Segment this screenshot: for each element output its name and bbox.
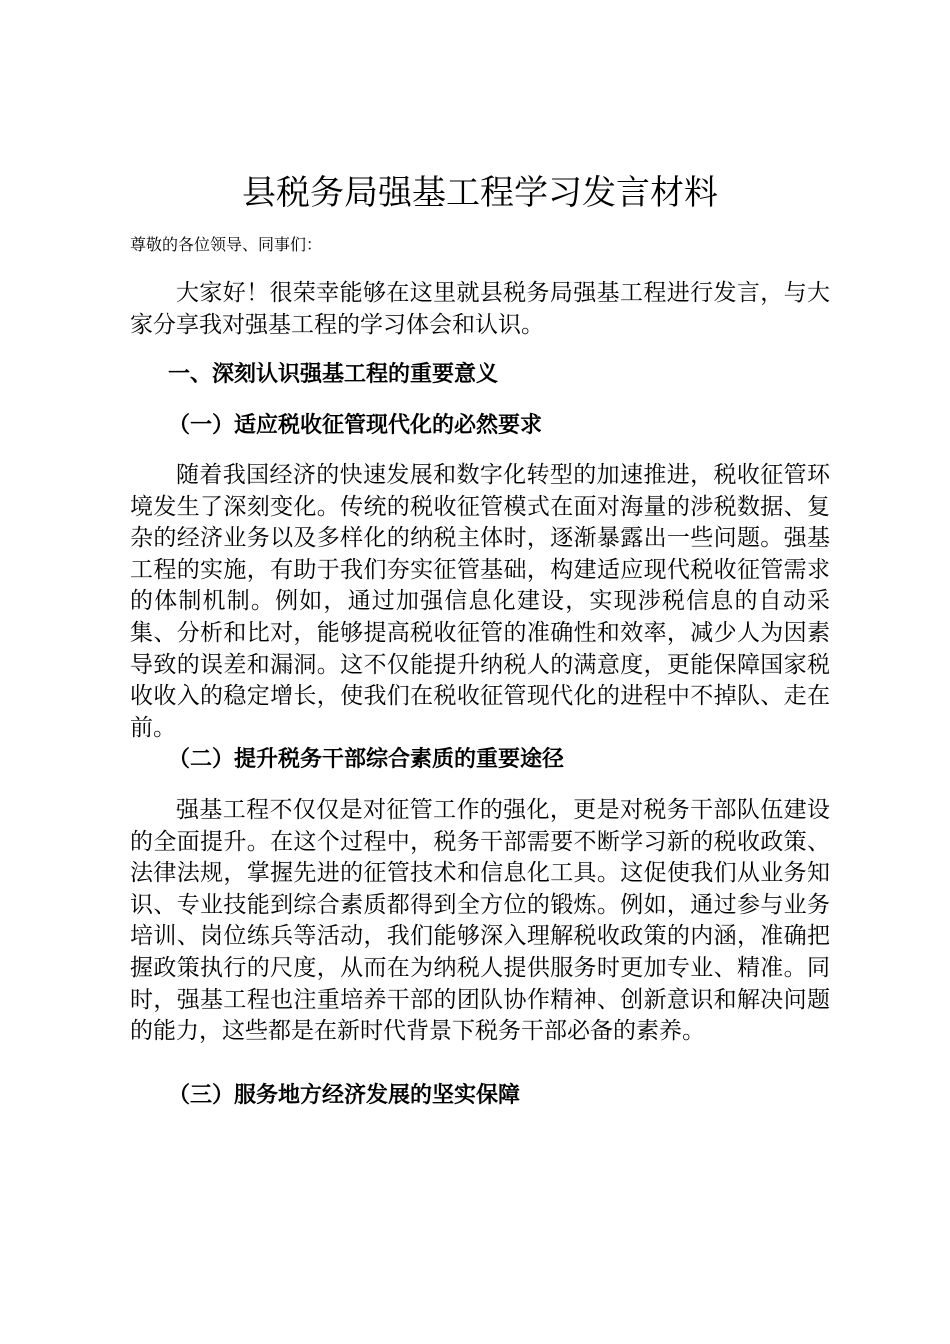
subsection-body-1: 随着我国经济的快速发展和数字化转型的加速推进，税收征管环境发生了深刻变化。传统的税收征管模式在面对海量的涉税数据、复杂的经济业务以及多样化的纳税主体时，逐渐暴露出一些问题。强基工程的实施，有助于我们夯实征管基础，构建适应现代税收征管需求的体制机制。例如，通过加强信息化建设，实现涉税信息的自动采集、分析和比对，能够提高税收征管的准确性和效率，减少人为因素导致的误差和漏洞。这不仅能提升纳税人的满意度，更能保障国家税收收入的稳定增长，使我们在税收征管现代化的进程中不掉队、走在前。 (130, 462, 830, 741)
subsection-heading-1: （一）适应税收征管现代化的必然要求 (168, 413, 543, 438)
subsection-heading-2: （二）提升税务干部综合素质的重要途径 (168, 747, 565, 772)
subsection-body-2: 强基工程不仅仅是对征管工作的强化，更是对税务干部队伍建设的全面提升。在这个过程中，税务干部需要不断学习新的税收政策、法律法规，掌握先进的征管技术和信息化工具。这促使我们从业务知识、专业技能到综合素质都得到全方位的锻炼。例如，通过参与业务培训、岗位练兵等活动，我们能够深入理解税收政策的内涵，准确把握政策执行的尺度，从而在为纳税人提供服务时更加专业、精准。同时，强基工程也注重培养干部的团队协作精神、创新意识和解决问题的能力，这些都是在新时代背景下税务干部必备的素养。 (130, 797, 830, 1045)
section-heading-1: 一、深刻认识强基工程的重要意义 (168, 362, 499, 387)
intro-paragraph: 大家好！很荣幸能够在这里就县税务局强基工程进行发言，与大家分享我对强基工程的学习体会和认识。 (130, 280, 830, 338)
salutation: 尊敬的各位领导、同事们： (130, 235, 323, 254)
subsection-heading-3: （三）服务地方经济发展的坚实保障 (168, 1083, 521, 1108)
document-title: 县税务局强基工程学习发言材料 (242, 173, 718, 213)
